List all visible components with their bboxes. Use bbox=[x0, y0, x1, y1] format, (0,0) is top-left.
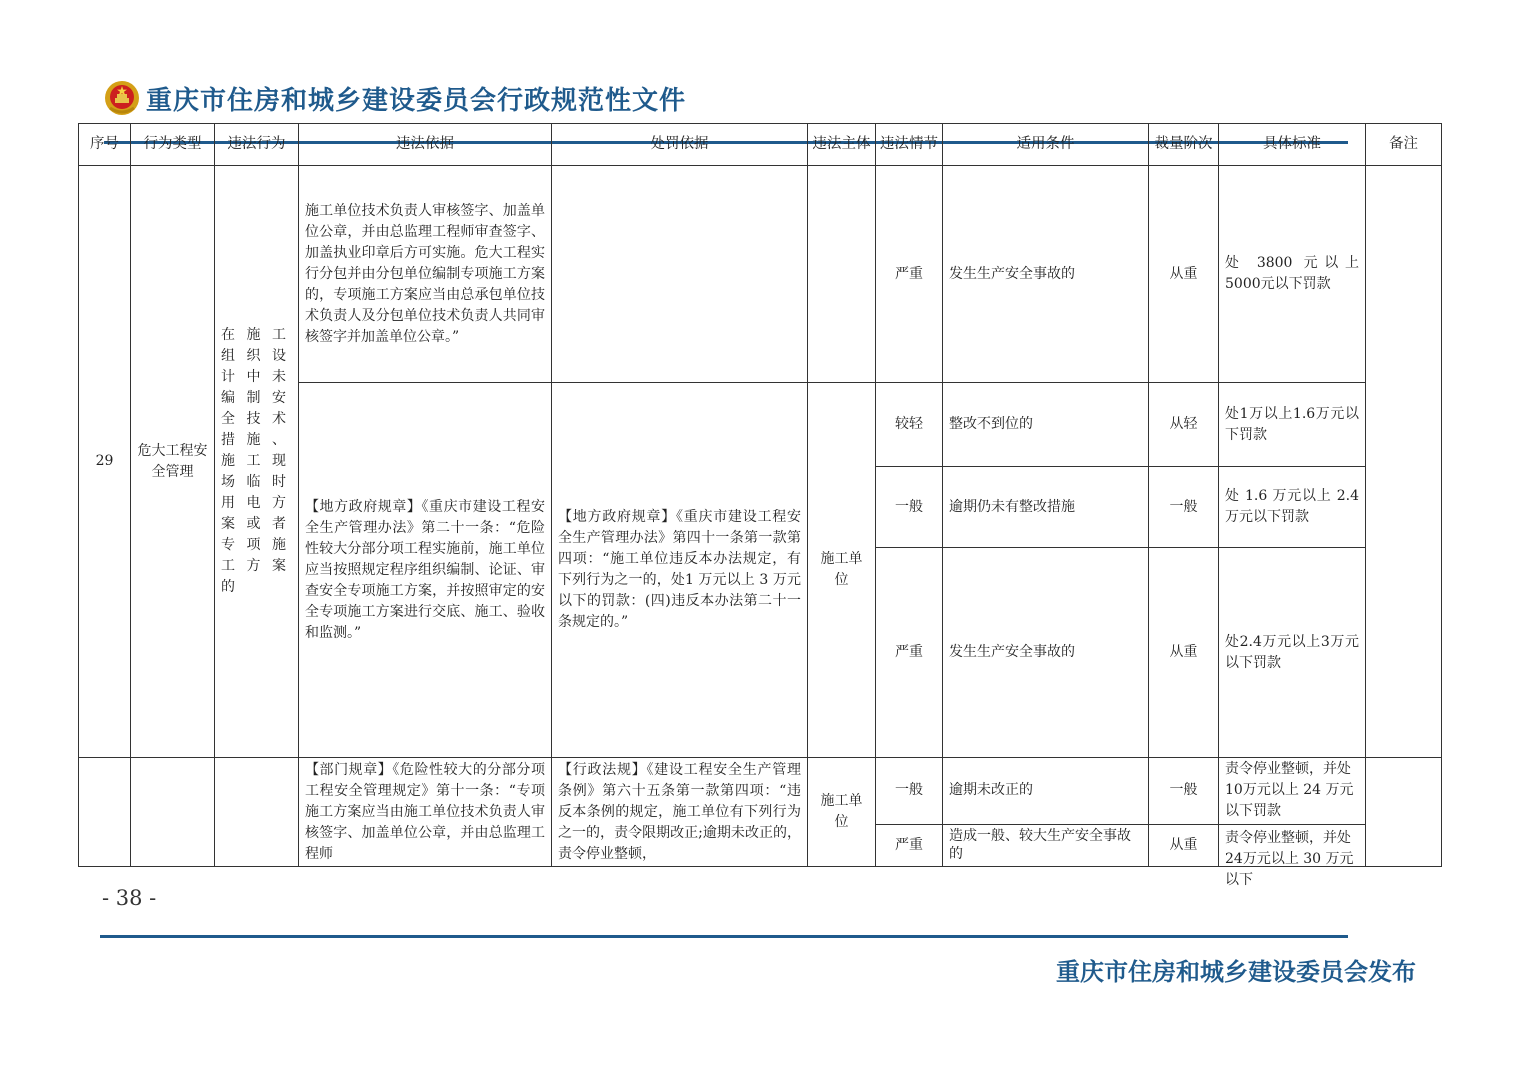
cell-standard: 处1万以上1.6万元以下罚款 bbox=[1219, 383, 1366, 467]
cell-act: 在施工组织设计中未编制安全技术措施、施工现场临时用电方案或者专项施工方案的 bbox=[215, 166, 299, 758]
document-header bbox=[104, 78, 686, 118]
header-plot: 违法情节 bbox=[876, 124, 943, 166]
penalty-table bbox=[78, 123, 1442, 889]
cell-standard bbox=[1219, 824, 1366, 889]
cell-basis-text: 【部门规章】《危险性较大的分部分项工程安全管理规定》第十一条：“专项施工方案应当由施工单位技术负责人审核签字、加盖单位公章，并由总监理工程师 bbox=[305, 762, 545, 862]
cell-plot: 较轻 bbox=[876, 383, 943, 467]
header-remark: 备注 bbox=[1366, 124, 1442, 166]
cell-seq: 29 bbox=[79, 166, 131, 758]
publisher-name: 重庆市住房和城乡建设委员会发布 bbox=[1056, 958, 1416, 986]
cell-order: 从重 bbox=[1149, 166, 1219, 383]
cell-penalty bbox=[552, 758, 808, 867]
header-seq: 序号 bbox=[79, 124, 131, 166]
cell-subject-empty bbox=[808, 166, 876, 383]
cell-condition: 逾期仍未有整改措施 bbox=[943, 467, 1149, 548]
cell-penalty-text: 【行政法规】《建设工程安全生产管理条例》第六十五条第一款第四项：“违反本条例的规定，施工单位有下列行为之一的，责令限期改正;逾期未改正的，责令停业整顿， bbox=[558, 762, 801, 862]
header-penalty: 处罚依据 bbox=[552, 124, 808, 166]
cell-condition: 逾期未改正的 bbox=[943, 758, 1149, 825]
header-basis: 违法依据 bbox=[299, 124, 552, 166]
cell-order: 从重 bbox=[1149, 548, 1219, 758]
cell-standard: 责令停业整顿，并处10万元以上 24 万元以下罚款 bbox=[1219, 758, 1366, 825]
cell-basis bbox=[299, 758, 552, 867]
cell-plot: 严重 bbox=[876, 548, 943, 758]
header-condition: 适用条件 bbox=[943, 124, 1149, 166]
table-row bbox=[79, 758, 1442, 825]
table-header-row bbox=[79, 124, 1442, 166]
cell-condition: 造成一般、较大生产安全事故的 bbox=[943, 824, 1149, 866]
footer-rule bbox=[100, 935, 1348, 938]
cell-type: 危大工程安全管理 bbox=[131, 166, 215, 758]
cell-penalty: 【地方政府规章】《重庆市建设工程安全生产管理办法》第四十一条第一款第四项：“施工单位违反本办法规定，有下列行为之一的，处1 万元以上 3 万元以下的罚款：(四)违反本办法第二十一条规定的。” bbox=[552, 383, 808, 758]
cell-order: 一般 bbox=[1149, 758, 1219, 825]
cell-standard: 处 1.6 万元以上 2.4万元以下罚款 bbox=[1219, 467, 1366, 548]
cell-order: 从重 bbox=[1149, 824, 1219, 866]
cell-condition: 发生生产安全事故的 bbox=[943, 166, 1149, 383]
national-emblem-icon bbox=[104, 80, 140, 116]
header-act: 违法行为 bbox=[215, 124, 299, 166]
cell-condition: 发生生产安全事故的 bbox=[943, 548, 1149, 758]
page-number: - 38 - bbox=[102, 886, 157, 910]
cell-subject: 施工单位 bbox=[808, 383, 876, 758]
document-title: 重庆市住房和城乡建设委员会行政规范性文件 bbox=[146, 85, 687, 116]
cell-basis: 【地方政府规章】《重庆市建设工程安全生产管理办法》第二十一条：“危险性较大分部分项工程实施前，施工单位应当按照规定程序组织编制、论证、审查安全专项施工方案，并按照审定的安全专项施工方案进行交底、施工、验收和监测。” bbox=[299, 383, 552, 758]
table-row bbox=[79, 166, 1442, 383]
cell-standard: 处 3800 元以上 5000元以下罚款 bbox=[1219, 166, 1366, 383]
header-subject: 违法主体 bbox=[808, 124, 876, 166]
cell-plot: 一般 bbox=[876, 467, 943, 548]
cell-condition: 整改不到位的 bbox=[943, 383, 1149, 467]
cell-subject: 施工单位 bbox=[808, 758, 876, 867]
cell-order: 从轻 bbox=[1149, 383, 1219, 467]
cell-penalty-empty bbox=[552, 166, 808, 383]
cell-plot: 一般 bbox=[876, 758, 943, 825]
cell-plot: 严重 bbox=[876, 824, 943, 866]
cell-order: 一般 bbox=[1149, 467, 1219, 548]
cell-type-empty bbox=[131, 758, 215, 867]
cell-remark bbox=[1366, 166, 1442, 758]
cell-plot: 严重 bbox=[876, 166, 943, 383]
cell-seq-empty bbox=[79, 758, 131, 867]
cell-basis: 施工单位技术负责人审核签字、加盖单位公章，并由总监理工程师审查签字、加盖执业印章后方可实施。危大工程实行分包并由分包单位编制专项施工方案的，专项施工方案应当由总承包单位技术负责人及分包单位技术负责人共同审核签字并加盖单位公章。” bbox=[299, 166, 552, 383]
header-type: 行为类型 bbox=[131, 124, 215, 166]
header-standard: 具体标准 bbox=[1219, 124, 1366, 166]
cell-remark bbox=[1366, 758, 1442, 867]
cell-standard-text: 责令停业整顿，并处24万元以上 30 万元以下 bbox=[1225, 830, 1354, 889]
cell-standard: 处2.4万元以上3万元以下罚款 bbox=[1219, 548, 1366, 758]
header-order: 裁量阶次 bbox=[1149, 124, 1219, 166]
cell-act-empty bbox=[215, 758, 299, 867]
